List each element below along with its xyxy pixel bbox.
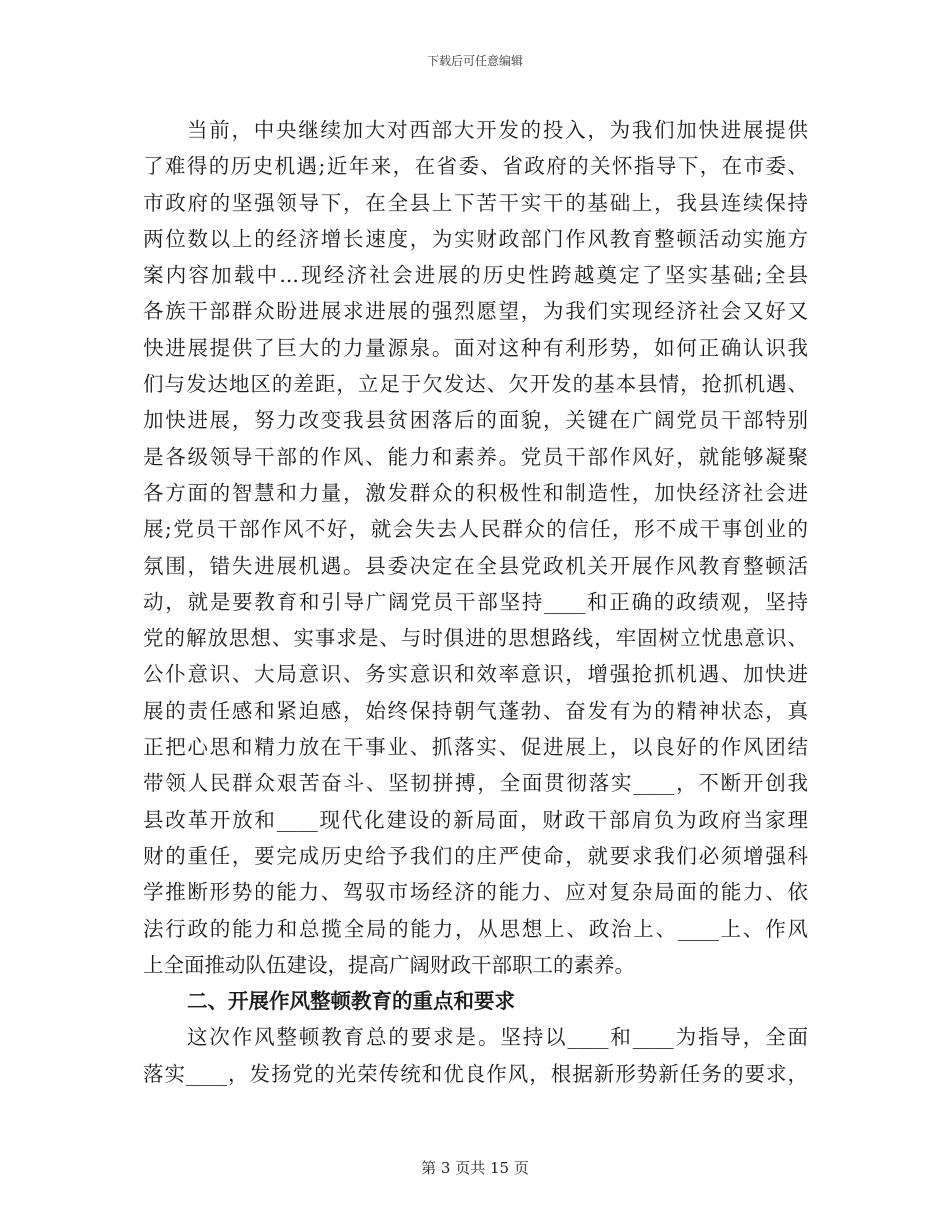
- section-heading: 二、开展作风整顿教育的重点和要求: [187, 989, 515, 1014]
- paragraph-1-line: 市政府的坚强领导下，在全县上下苦干实干的基础上，我县连续保持: [143, 190, 808, 215]
- paragraph-1-line: 展;党员干部作风不好，就会失去人民群众的信任，形不成干事创业的: [143, 517, 808, 542]
- paragraph-1-line: 展的责任感和紧迫感，始终保持朝气蓬勃、奋发有为的精神状态，真: [143, 698, 808, 723]
- paragraph-1-line: 正把心思和精力放在干事业、抓落实、促进展上，以良好的作风团结: [143, 735, 808, 760]
- paragraph-1-line: 氛围，错失进展机遇。县委决定在全县党政机关开展作风教育整顿活: [143, 553, 808, 578]
- paragraph-1-line: 财的重任，要完成历史给予我们的庄严使命，就要求我们必须增强科: [143, 843, 808, 868]
- paragraph-1-line: 带领人民群众艰苦奋斗、坚韧拼搏，全面贯彻落实____，不断开创我: [143, 771, 808, 796]
- paragraph-1-line: 快进展提供了巨大的力量源泉。面对这种有利形势，如何正确认识我: [143, 335, 808, 360]
- paragraph-1-line: 公仆意识、大局意识、务实意识和效率意识，增强抢抓机遇、加快进: [143, 662, 808, 687]
- paragraph-2-line: 落实____，发扬党的光荣传统和优良作风，根据新形势新任务的要求，: [143, 1061, 808, 1086]
- page-number-footer: 第 3 页共 15 页: [421, 1159, 529, 1177]
- paragraph-1-line: 加快进展，努力改变我县贫困落后的面貌，关键在广阔党员干部特别: [143, 408, 808, 433]
- paragraph-2-line: 这次作风整顿教育总的要求是。坚持以____和____为指导，全面: [187, 1025, 808, 1050]
- paragraph-1-line: 们与发达地区的差距，立足于欠发达、欠开发的基本县情，抢抓机遇、: [143, 372, 808, 397]
- paragraph-1-line: 法行政的能力和总揽全局的能力，从思想上、政治上、____上、作风: [143, 916, 808, 941]
- paragraph-1-line: 各方面的智慧和力量，激发群众的积极性和制造性，加快经济社会进: [143, 480, 808, 505]
- paragraph-1-line: 上全面推动队伍建设，提高广阔财政干部职工的素养。: [143, 952, 635, 977]
- paragraph-1-line: 当前，中央继续加大对西部大开发的投入，为我们加快进展提供: [187, 118, 808, 142]
- paragraph-1-line: 案内容加载中...现经济社会进展的历史性跨越奠定了坚实基础;全县: [143, 263, 808, 288]
- paragraph-1-line: 两位数以上的经济增长速度，为实财政部门作风教育整顿活动实施方: [143, 226, 808, 251]
- paragraph-1-line: 了难得的历史机遇;近年来，在省委、省政府的关怀指导下，在市委、: [143, 154, 808, 179]
- paragraph-1-line: 学推断形势的能力、驾驭市场经济的能力、应对复杂局面的能力、依: [143, 880, 808, 905]
- document-body: [143, 112, 808, 1092]
- paragraph-1-line: 是各级领导干部的作风、能力和素养。党员干部作风好，就能够凝聚: [143, 444, 808, 469]
- paragraph-1-line: 党的解放思想、实事求是、与时俱进的思想路线，牢固树立忧患意识、: [143, 626, 808, 651]
- paragraph-1-line: 县改革开放和____现代化建设的新局面，财政干部肩负为政府当家理: [143, 807, 808, 832]
- paragraph-1-line: 动，就是要教育和引导广阔党员干部坚持____和正确的政绩观，坚持: [143, 589, 808, 614]
- paragraph-1-line: 各族干部群众盼进展求进展的强烈愿望，为我们实现经济社会又好又: [143, 299, 808, 324]
- page-header: 下载后可任意编辑: [426, 54, 523, 68]
